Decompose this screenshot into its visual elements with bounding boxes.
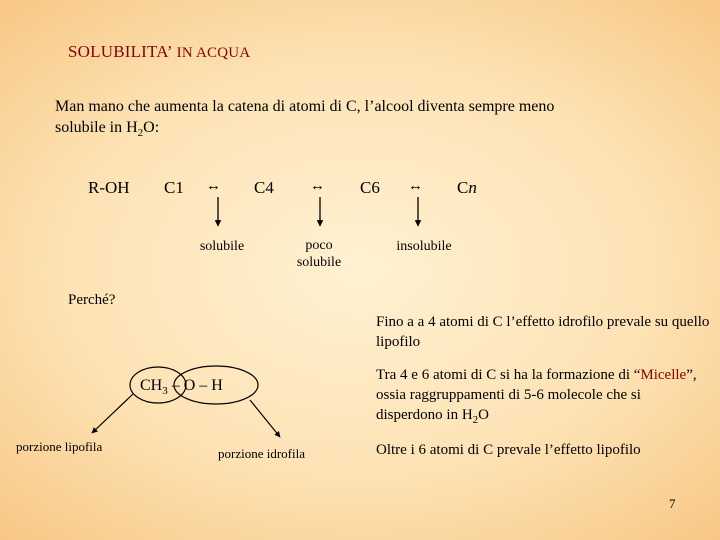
note-lipofilo: Oltre i 6 atomi di C prevale l’effetto lipofilo	[376, 442, 641, 458]
label-porzione-idrofila: porzione idrofila	[218, 446, 305, 461]
ellipse-lipofila	[130, 367, 186, 403]
intro-text: Man mano che aumenta la catena di atomi di C, l’alcool diventa sempre meno solubile in $H_2O$:	[55, 98, 555, 140]
label-porzione-lipofila: porzione lipofila	[16, 439, 103, 454]
chain-arrow-2: ↔	[310, 178, 325, 194]
page-number: 7	[669, 496, 676, 511]
label-poco-solubile: poco solubile	[296, 238, 342, 270]
chain-arrow-1: ↔	[206, 178, 221, 194]
micelle-term: Micelle	[640, 367, 687, 383]
chain-arrow-3: ↔	[408, 178, 423, 194]
slide-title: SOLUBILITA’ IN ACQUA	[68, 42, 251, 61]
perche-question: Perché?	[68, 292, 116, 308]
chain-cn: Cn	[457, 178, 477, 197]
chain-c6: C6	[360, 178, 380, 197]
label-solubile: solubile	[199, 239, 245, 254]
ellipse-idrofila	[174, 366, 258, 404]
methanol-formula: $CH_3$ – O – H	[140, 377, 223, 398]
chain-c4: C4	[254, 178, 274, 197]
arrow-to-lipofila	[92, 394, 133, 433]
arrow-to-idrofila	[250, 400, 280, 437]
label-insolubile: insolubile	[396, 239, 452, 254]
chain-c1: C1	[164, 178, 184, 197]
note-micelle: Tra 4 e 6 atomi di C si ha la formazione di “Micelle”, ossia raggruppamenti di 5-6 molecole che si disperdono in $H_2O$	[376, 367, 697, 426]
note-idrofilo: Fino a a 4 atomi di C l’effetto idrofilo prevale su quello lipofilo	[376, 314, 710, 350]
chain-roh: R-OH	[88, 178, 130, 197]
